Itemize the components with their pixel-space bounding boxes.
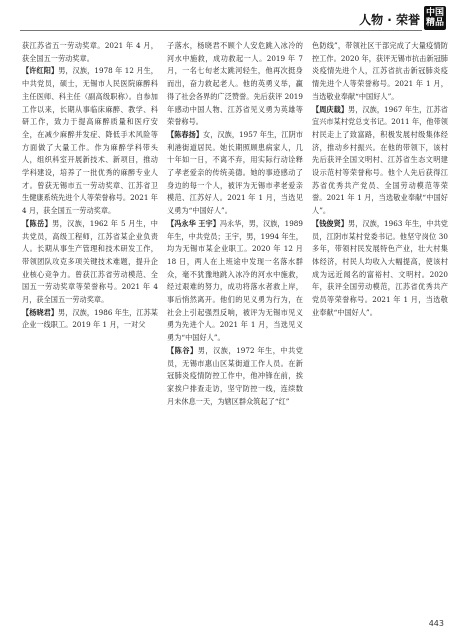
profile-paragraph (167, 218, 303, 345)
profile-text: 子落水，杨晓君不顾个人安危跳入冰冷的河水中施救，成功救起一人。2019 年 7 月，一名七旬老太跳河轻生，他再次挺身而出，奋力救起老人。他的英勇义举，赢得了社会各界的广泛赞誉。先后获评 2019 年感动中国人物、江苏省见义勇为英雄等荣誉称号。 (167, 41, 303, 127)
page-header (0, 4, 468, 34)
section-title: 人物 · 荣誉 (359, 13, 420, 27)
profile-text: 男，汉族，1986 年生，江苏某企业一线职工。2019 年 1 月，一对父 (22, 307, 158, 330)
profile-paragraph (22, 218, 158, 307)
profile-name: 【陈春扬】 (167, 129, 204, 139)
profile-paragraph (22, 307, 158, 332)
profile-name: 【杨晓君】 (22, 307, 59, 317)
profile-name: 【冯永华 王宇】 (167, 218, 220, 228)
profile-paragraph (167, 40, 303, 129)
profile-paragraph (167, 345, 303, 409)
header-divider (20, 30, 422, 31)
profile-paragraph (312, 218, 448, 320)
profile-name: 【陈谷】 (167, 345, 198, 355)
profile-text: 男，汉族，1962 年 5 月生，中共党员，高级工程师，江苏省某企业负责人。长期从事生产管理和技术研发工作，带领团队攻克多项关键技术难题，提升企业核心竞争力。曾获江苏省劳动模范、全国五一劳动奖章等荣誉称号。2021 年 4 月，获全国五一劳动奖章。 (22, 218, 158, 305)
column-1 (22, 40, 158, 620)
profile-text: 女，汉族，1957 年生，江阴市利港街道居民。她长期照顾患病家人，几十年如一日，不离不弃，用实际行动诠释了孝老爱亲的传统美德。她的事迹感动了身边的每一个人，被评为无锡市孝老爱亲模范、江苏好人。2021 年 1 月，当选见义勇为“中国好人”。 (167, 129, 303, 216)
profile-name: 【陈岳】 (22, 218, 53, 228)
profile-paragraph (22, 65, 158, 217)
profile-text: 男，汉族，1978 年 12 月生，中共党员，硕士，无锡市人民医院麻醉科主任医师、科主任（副高级职称）。自参加工作以来，长期从事临床麻醉、教学、科研工作，致力于提高麻醉质量和医疗安全，在减少麻醉并发症、降低手术风险等方面做了大量工作。作为麻醉学科带头人，组织科室开展新技术、新项目，推动学科建设，培养了一批优秀的麻醉专业人才。曾获无锡市五一劳动奖章、江苏省卫生健康系统先进个人等荣誉称号。2021 年 4 月，获全国五一劳动奖章。 (22, 66, 158, 216)
profile-text: 色防线”，带领社区干部完成了大量疫情防控工作。2020 年，获评无锡市抗击新冠肺炎疫情先进个人，江苏省抗击新冠肺炎疫情先进个人等荣誉称号。2021 年 1 月，当选敬业奉献“中国好人”。 (312, 41, 448, 101)
page-number: 443 (428, 619, 444, 628)
profile-text: 获江苏省五一劳动奖章。2021 年 4 月，获全国五一劳动奖章。 (22, 41, 158, 63)
profile-text: 男，汉族，1972 年生，中共党员，无锡市惠山区某街道工作人员。在新冠肺炎疫情防控工作中，他冲锋在前，挨家挨户排查走访，坚守防控一线，连续数月未休息一天，为辖区群众筑起了“红” (167, 345, 303, 406)
column-3 (312, 40, 448, 620)
profile-text: 男，汉族，1963 年生，中共党员，江阴市某村党委书记。他坚守岗位 30 多年，带领村民发展特色产业，壮大村集体经济，村民人均收入大幅提高，使该村成为远近闻名的富裕村、文明村。2020 年，获评全国劳动模范，江苏省优秀共产党员等荣誉称号。2021 年 1 月，当选敬业奉献“中国好人”。 (312, 218, 448, 317)
profile-name: 【许红阳】 (22, 66, 59, 76)
profile-paragraph (312, 40, 448, 104)
profile-paragraph (167, 129, 303, 218)
article-columns (22, 40, 448, 620)
profile-paragraph (22, 40, 158, 65)
profile-text: 冯永华，男，汉族，1989 年生，中共党员；王宇，男，1994 年生，均为无锡市某企业职工。2020 年 12 月 18 日，两人在上班途中发现一名落水群众，毫不犹豫地跳入冰冷的河水中施救，经过艰难的努力，成功将落水者救上岸，事后悄然离开。他们的见义勇为行为，在社会上引起强烈反响，被评为无锡市见义勇为先进个人。2021 年 1 月，当选见义勇为“中国好人”。 (167, 218, 303, 343)
column-2 (167, 40, 303, 620)
profile-text: 男，汉族，1967 年生，江苏省宜兴市某村党总支书记。2011 年，他带领村民走上了致富路，积极发展村级集体经济，推动乡村振兴。在他的带领下，该村先后获评全国文明村、江苏省生态文明建设示范村等荣誉称号。他个人先后获得江苏省优秀共产党员、全国劳动模范等荣誉。2021 年 1 月，当选敬业奉献“中国好人”。 (312, 104, 448, 216)
yearbook-logo-icon: 中国 精品 (425, 8, 444, 28)
profile-name: 【钱俊贤】 (312, 218, 349, 228)
profile-paragraph (312, 104, 448, 218)
profile-name: 【周庆载】 (312, 104, 349, 114)
